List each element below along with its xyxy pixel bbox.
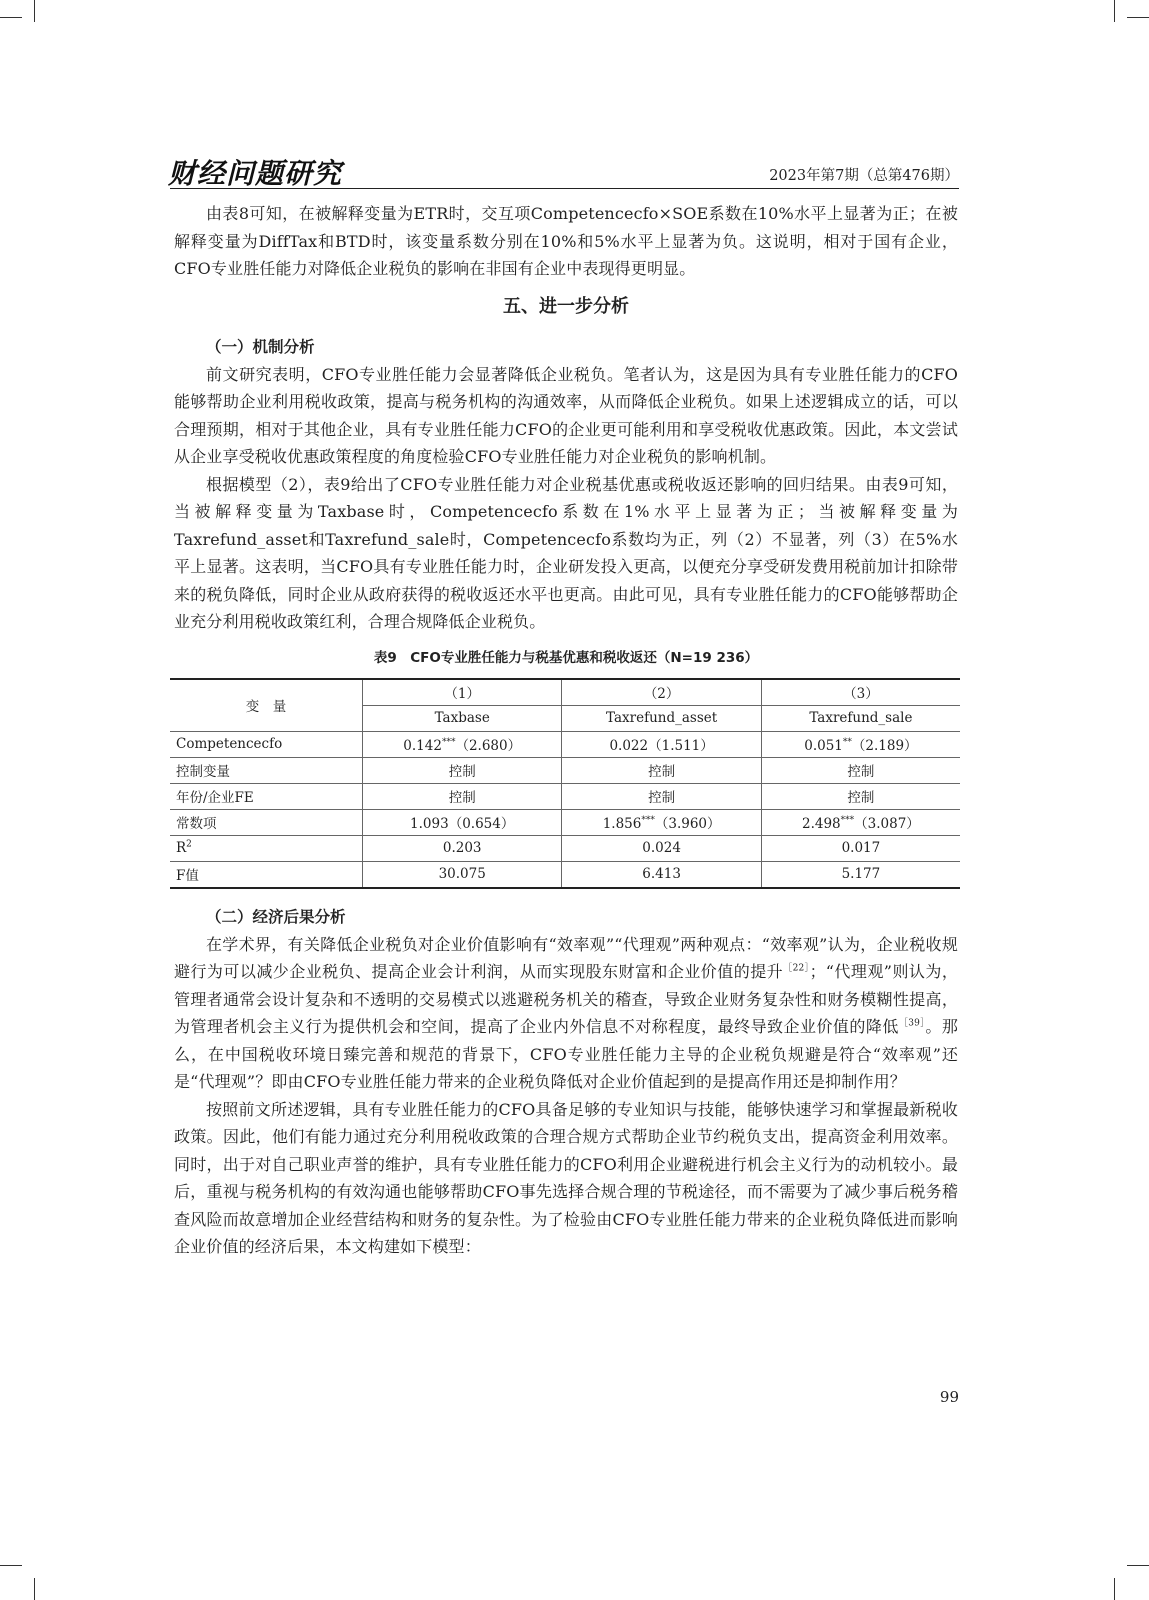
table-cell [562, 809, 761, 835]
row-label: 年份/企业FE [170, 783, 363, 809]
column-number: （3） [761, 679, 960, 706]
t-stat: （1.511） [648, 738, 714, 754]
table-cell: 5.177 [761, 861, 960, 888]
table-cell: 控制 [363, 757, 562, 783]
table-cell [363, 809, 562, 835]
paragraph [174, 931, 958, 1096]
table-cell: 6.413 [562, 861, 761, 888]
row-label-text: R [176, 840, 187, 856]
t-stat: （2.189） [851, 738, 918, 754]
table-cell: 控制 [562, 757, 761, 783]
crop-mark [1127, 1565, 1149, 1566]
column-name: Taxrefund_sale [761, 705, 960, 731]
crop-mark [1127, 17, 1149, 18]
text-run: 在学术界，有关降低企业税负对企业价值影响有“效率观”“代理观”两种观点：“效率观”认为，企业税收规避行为可以减少企业税负、提高企业会计利润，从而实现股东财富和企业价值的提升 [174, 934, 958, 981]
row-label [170, 835, 363, 861]
subsection-title: （一）机制分析 [206, 337, 315, 356]
table-caption: 表9 CFO专业胜任能力与税基优惠和税收返还（N=19 236） [373, 649, 759, 666]
table-cell [562, 731, 761, 757]
crop-mark [1114, 1578, 1115, 1600]
paragraph: 由表8可知，在被解释变量为ETR时，交互项Competencecfo×SOE系数在10%水平上显著为正；在被解释变量为DiffTax和BTD时，该变量系数分别在10%和5%水平上显著为负。这说明，相对于国有企业，CFO专业胜任能力对降低企业税负的影响在非国有企业中表现得更明显。 [174, 204, 958, 278]
table-cell: 控制 [761, 757, 960, 783]
crop-mark [34, 1578, 35, 1600]
regression-table [170, 678, 960, 889]
superscript: 2 [186, 839, 192, 850]
table-cell: 0.203 [363, 835, 562, 861]
table-row [170, 861, 960, 888]
crop-mark [0, 1565, 22, 1566]
crop-mark [34, 0, 35, 22]
t-stat: （2.680） [455, 738, 522, 754]
paragraph: 根据模型（2），表9给出了CFO专业胜任能力对企业税基优惠或税收返还影响的回归结果。由表9可知，当被解释变量为Taxbase时，Competencecfo系数在1%水平上显著为正；当被解释变量为Taxrefund_asset和Taxrefund_sale时，Competencecfo系数均为正，列（2）不显著，列（3）在5%水平上显著。这表明，当CFO具有专业胜任能力时，企业研发投入更高，以便充分享受研发费用税前加计扣除带来的税负降低，同时企业从政府获得的税收返还水平也更高。由此可见，具有专业胜任能力的CFO能够帮助企业充分利用税收政策红利，合理合规降低企业税负。 [174, 474, 958, 631]
table-row [170, 835, 960, 861]
table-cell [363, 731, 562, 757]
coef: 0.142 [403, 738, 442, 754]
row-label: 控制变量 [170, 757, 363, 783]
significance-stars: *** [641, 815, 655, 826]
coef: 1.093 [410, 816, 449, 832]
header-rule [170, 188, 959, 189]
coef: 0.022 [609, 738, 649, 754]
significance-stars: *** [441, 737, 456, 748]
table-row [170, 783, 960, 809]
article-body [174, 200, 958, 1261]
table-cell: 控制 [562, 783, 761, 809]
row-label: F值 [170, 861, 363, 888]
table-cell: 0.017 [761, 835, 960, 861]
table-cell [761, 731, 960, 757]
coef: 2.498 [802, 816, 841, 832]
column-name: Taxrefund_asset [562, 705, 761, 731]
citation: ［39］ [898, 1018, 926, 1029]
subsection-title: （二）经济后果分析 [206, 907, 346, 926]
column-number: （1） [363, 679, 562, 706]
coef: 1.856 [602, 816, 642, 832]
crop-mark [0, 17, 22, 18]
coef: 0.051 [804, 738, 843, 754]
t-stat: （3.960） [654, 816, 721, 832]
issue-info: 2023年第7期（总第476期） [769, 168, 959, 184]
t-stat: （0.654） [448, 816, 515, 832]
citation: ［22］ [783, 963, 810, 974]
table-row [170, 731, 960, 757]
significance-stars: *** [840, 815, 855, 826]
table-cell: 0.024 [562, 835, 761, 861]
journal-logo: 财经问题研究 [168, 157, 343, 190]
table-row [170, 757, 960, 783]
text-run: 。那么，在中国税收环境日臻完善和规范的背景下，CFO专业胜任能力主导的企业税负规避是符合“效率观”还是“代理观”？即由CFO专业胜任能力带来的企业税负降低对企业价值起到的是提高作用还是抑制作用？ [174, 1017, 958, 1091]
section-title: 五、进一步分析 [503, 295, 629, 317]
table-row [170, 809, 960, 835]
table-cell: 控制 [363, 783, 562, 809]
text-run: ；“代理观”则认为，管理者通常会设计复杂和不透明的交易模式以逃避税务机关的稽查，导致企业财务复杂性和财务模糊性提高，为管理者机会主义行为提供机会和空间，提高了企业内外信息不对称程度，最终导致企业价值的降低 [174, 962, 958, 1036]
table-cell [761, 809, 960, 835]
table-cell: 控制 [761, 783, 960, 809]
column-number: （2） [562, 679, 761, 706]
row-label: Competencecfo [170, 731, 363, 757]
table-cell: 30.075 [363, 861, 562, 888]
column-name: Taxbase [363, 705, 562, 731]
t-stat: （3.087） [854, 816, 920, 832]
significance-stars: ** [842, 737, 852, 748]
crop-mark [1114, 0, 1115, 22]
page-number: 99 [939, 1388, 959, 1406]
paragraph: 按照前文所述逻辑，具有专业胜任能力的CFO具备足够的专业知识与技能，能够快速学习和掌握最新税收政策。因此，他们有能力通过充分利用税收政策的合理合规方式帮助企业节约税负支出，提高资金利用效率。同时，出于对自己职业声誉的维护，具有专业胜任能力的CFO利用企业避税进行机会主义行为的动机较小。最后，重视与税务机构的有效沟通也能够帮助CFO事先选择合规合理的节税途径，而不需要为了减少事后税务稽查风险而故意增加企业经营结构和财务的复杂性。为了检验由CFO专业胜任能力带来的企业税负降低进而影响企业价值的经济后果，本文构建如下模型： [174, 1099, 958, 1256]
paragraph: 前文研究表明，CFO专业胜任能力会显著降低企业税负。笔者认为，这是因为具有专业胜任能力的CFO能够帮助企业利用税收政策，提高与税务机构的沟通效率，从而降低企业税负。如果上述逻辑成立的话，可以合理预期，相对于其他企业，具有专业胜任能力CFO的企业更可能利用和享受税收优惠政策。因此，本文尝试从企业享受税收优惠政策程度的角度检验CFO专业胜任能力对企业税负的影响机制。 [174, 364, 958, 466]
variable-header: 变 量 [170, 679, 363, 732]
row-label: 常数项 [170, 809, 363, 835]
